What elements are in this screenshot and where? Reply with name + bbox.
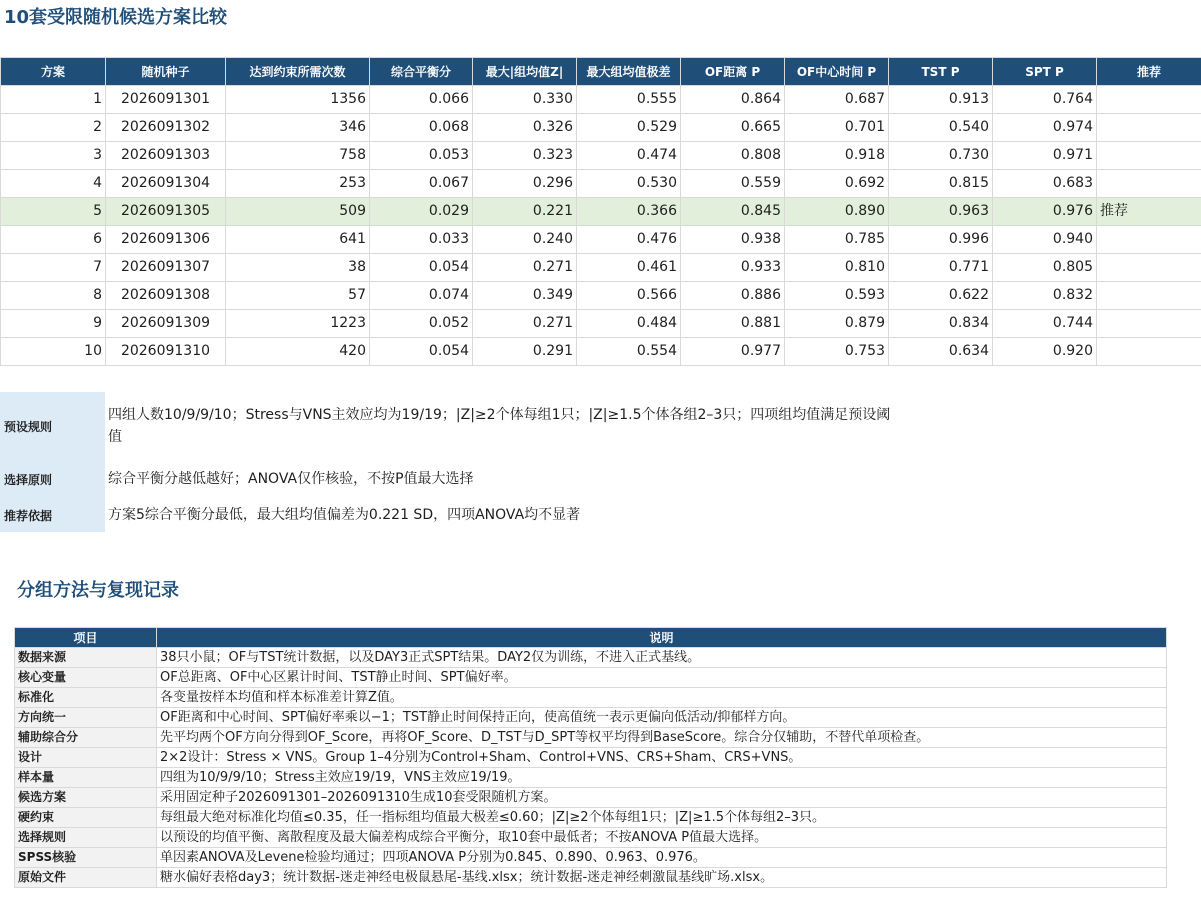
- method-description-cell: 四组为10/9/9/10；Stress主效应19/19，VNS主效应19/19。: [157, 768, 1167, 788]
- tst-p-cell: 0.771: [889, 254, 993, 282]
- seed-cell: 2026091305: [106, 198, 226, 226]
- rule-selection-text: 综合平衡分越低越好；ANOVA仅作核验，不按P值最大选择: [108, 471, 474, 487]
- plan-cell: 10: [1, 338, 106, 366]
- method-description-cell: 以预设的均值平衡、离散程度及最大偏差构成综合平衡分，取10套中最低者；不按ANOVA P值最大选择。: [157, 828, 1167, 848]
- column-header-balance: 综合平衡分: [370, 58, 473, 86]
- max-range-cell: 0.461: [577, 254, 681, 282]
- column-header-plan: 方案: [1, 58, 106, 86]
- plan-cell: 6: [1, 226, 106, 254]
- spt-p-cell: 0.683: [993, 170, 1097, 198]
- of-distance-p-cell: 0.933: [681, 254, 785, 282]
- attempts-cell: 346: [226, 114, 370, 142]
- plan-cell: 2: [1, 114, 106, 142]
- candidate-row: [1, 282, 1201, 310]
- of-center-p-cell: 0.753: [785, 338, 889, 366]
- spt-p-cell: 0.764: [993, 86, 1097, 114]
- max-range-cell: 0.555: [577, 86, 681, 114]
- method-item-cell: 样本量: [15, 768, 157, 788]
- column-header-max-z: 最大|组均值Z|: [473, 58, 577, 86]
- candidate-row: [1, 198, 1201, 226]
- tst-p-cell: 0.815: [889, 170, 993, 198]
- of-distance-p-cell: 0.938: [681, 226, 785, 254]
- of-center-p-cell: 0.701: [785, 114, 889, 142]
- of-center-p-cell: 0.687: [785, 86, 889, 114]
- candidate-row: [1, 254, 1201, 282]
- method-description-cell: 38只小鼠；OF与TST统计数据，以及DAY3正式SPT结果。DAY2仅为训练，不进入正式基线。: [157, 648, 1167, 668]
- spt-p-cell: 0.805: [993, 254, 1097, 282]
- recommend-cell: [1097, 142, 1201, 170]
- candidate-row: [1, 142, 1201, 170]
- rule-preset-text: 四组人数10/9/9/10；Stress与VNS主效应均为19/19；|Z|≥2个体每组1只；|Z|≥1.5个体各组2–3只；四项组均值满足预设阈值: [108, 407, 891, 445]
- method-row: [15, 728, 1167, 748]
- recommend-cell: [1097, 226, 1201, 254]
- seed-cell: 2026091303: [106, 142, 226, 170]
- candidate-row: [1, 86, 1201, 114]
- max-range-cell: 0.484: [577, 310, 681, 338]
- seed-cell: 2026091301: [106, 86, 226, 114]
- of-center-p-cell: 0.593: [785, 282, 889, 310]
- max-z-cell: 0.221: [473, 198, 577, 226]
- spt-p-cell: 0.976: [993, 198, 1097, 226]
- method-item-cell: 硬约束: [15, 808, 157, 828]
- max-z-cell: 0.349: [473, 282, 577, 310]
- max-range-cell: 0.366: [577, 198, 681, 226]
- column-header-description: 说明: [157, 628, 1167, 648]
- method-item-cell: 数据来源: [15, 648, 157, 668]
- max-range-cell: 0.476: [577, 226, 681, 254]
- method-description-cell: OF距离和中心时间、SPT偏好率乘以−1；TST静止时间保持正向，使高值统一表示更偏向低活动/抑郁样方向。: [157, 708, 1167, 728]
- seed-cell: 2026091302: [106, 114, 226, 142]
- of-distance-p-cell: 0.864: [681, 86, 785, 114]
- of-distance-p-cell: 0.886: [681, 282, 785, 310]
- column-header-item: 项目: [15, 628, 157, 648]
- max-z-cell: 0.271: [473, 310, 577, 338]
- recommend-cell: [1097, 282, 1201, 310]
- attempts-cell: 1223: [226, 310, 370, 338]
- method-description-cell: 每组最大绝对标准化均值≤0.35，任一指标组均值最大极差≤0.60；|Z|≥2个体每组1只；|Z|≥1.5个体每组2–3只。: [157, 808, 1167, 828]
- balance-score-cell: 0.053: [370, 142, 473, 170]
- rule-basis: [0, 498, 1201, 532]
- spt-p-cell: 0.940: [993, 226, 1097, 254]
- attempts-cell: 1356: [226, 86, 370, 114]
- method-section-title: 分组方法与复现记录: [17, 580, 179, 601]
- max-range-cell: 0.554: [577, 338, 681, 366]
- rule-selection: [0, 460, 1201, 498]
- balance-score-cell: 0.052: [370, 310, 473, 338]
- method-row: [15, 768, 1167, 788]
- tst-p-cell: 0.622: [889, 282, 993, 310]
- attempts-cell: 758: [226, 142, 370, 170]
- method-description-cell: 各变量按样本均值和样本标准差计算Z值。: [157, 688, 1167, 708]
- seed-cell: 2026091304: [106, 170, 226, 198]
- of-center-p-cell: 0.879: [785, 310, 889, 338]
- plan-cell: 7: [1, 254, 106, 282]
- column-header-tst-p: TST P: [889, 58, 993, 86]
- balance-score-cell: 0.033: [370, 226, 473, 254]
- of-center-p-cell: 0.918: [785, 142, 889, 170]
- method-header-row: [15, 628, 1167, 648]
- method-description-cell: 先平均两个OF方向分得到OF_Score，再将OF_Score、D_TST与D_SPT等权平均得到BaseScore。综合分仅辅助，不替代单项检查。: [157, 728, 1167, 748]
- plan-cell: 5: [1, 198, 106, 226]
- method-row: [15, 708, 1167, 728]
- balance-score-cell: 0.067: [370, 170, 473, 198]
- max-z-cell: 0.291: [473, 338, 577, 366]
- recommend-cell: [1097, 86, 1201, 114]
- of-center-p-cell: 0.692: [785, 170, 889, 198]
- candidate-row: [1, 338, 1201, 366]
- tst-p-cell: 0.996: [889, 226, 993, 254]
- method-item-cell: 原始文件: [15, 868, 157, 888]
- max-range-cell: 0.529: [577, 114, 681, 142]
- spt-p-cell: 0.920: [993, 338, 1097, 366]
- balance-score-cell: 0.074: [370, 282, 473, 310]
- max-range-cell: 0.566: [577, 282, 681, 310]
- of-distance-p-cell: 0.977: [681, 338, 785, 366]
- plan-cell: 3: [1, 142, 106, 170]
- method-row: [15, 748, 1167, 768]
- method-table-body: [15, 648, 1167, 888]
- of-distance-p-cell: 0.881: [681, 310, 785, 338]
- method-row: [15, 788, 1167, 808]
- method-item-cell: 候选方案: [15, 788, 157, 808]
- candidate-table-body: [1, 86, 1201, 366]
- of-center-p-cell: 0.785: [785, 226, 889, 254]
- candidate-row: [1, 226, 1201, 254]
- tst-p-cell: 0.634: [889, 338, 993, 366]
- recommend-cell: 推荐: [1097, 198, 1201, 226]
- method-item-cell: 设计: [15, 748, 157, 768]
- of-distance-p-cell: 0.808: [681, 142, 785, 170]
- recommend-cell: [1097, 170, 1201, 198]
- max-z-cell: 0.330: [473, 86, 577, 114]
- method-item-cell: 辅助综合分: [15, 728, 157, 748]
- tst-p-cell: 0.834: [889, 310, 993, 338]
- method-description-cell: 单因素ANOVA及Levene检验均通过；四项ANOVA P分别为0.845、0.890、0.963、0.976。: [157, 848, 1167, 868]
- plan-cell: 1: [1, 86, 106, 114]
- attempts-cell: 509: [226, 198, 370, 226]
- balance-score-cell: 0.066: [370, 86, 473, 114]
- candidate-table: [0, 57, 1201, 366]
- tst-p-cell: 0.963: [889, 198, 993, 226]
- seed-cell: 2026091307: [106, 254, 226, 282]
- balance-score-cell: 0.054: [370, 338, 473, 366]
- method-row: [15, 668, 1167, 688]
- max-z-cell: 0.271: [473, 254, 577, 282]
- recommend-cell: [1097, 114, 1201, 142]
- method-item-cell: 方向统一: [15, 708, 157, 728]
- seed-cell: 2026091310: [106, 338, 226, 366]
- column-header-of-distance-p: OF距离 P: [681, 58, 785, 86]
- method-row: [15, 688, 1167, 708]
- spt-p-cell: 0.971: [993, 142, 1097, 170]
- method-item-cell: SPSS核验: [15, 848, 157, 868]
- method-description-cell: 糖水偏好表格day3；统计数据-迷走神经电极鼠悬尾-基线.xlsx；统计数据-迷走神经刺激鼠基线旷场.xlsx。: [157, 868, 1167, 888]
- rule-preset-label: 预设规则: [0, 392, 105, 460]
- column-header-of-center-p: OF中心时间 P: [785, 58, 889, 86]
- method-row: [15, 808, 1167, 828]
- max-range-cell: 0.474: [577, 142, 681, 170]
- column-header-spt-p: SPT P: [993, 58, 1097, 86]
- method-row: [15, 848, 1167, 868]
- method-table: [14, 627, 1167, 888]
- method-row: [15, 868, 1167, 888]
- spt-p-cell: 0.744: [993, 310, 1097, 338]
- tst-p-cell: 0.540: [889, 114, 993, 142]
- column-header-attempts: 达到约束所需次数: [226, 58, 370, 86]
- candidate-row: [1, 170, 1201, 198]
- of-distance-p-cell: 0.665: [681, 114, 785, 142]
- rule-basis-label: 推荐依据: [0, 498, 105, 532]
- balance-score-cell: 0.054: [370, 254, 473, 282]
- recommend-cell: [1097, 254, 1201, 282]
- attempts-cell: 38: [226, 254, 370, 282]
- method-item-cell: 选择规则: [15, 828, 157, 848]
- spt-p-cell: 0.832: [993, 282, 1097, 310]
- tst-p-cell: 0.913: [889, 86, 993, 114]
- of-center-p-cell: 0.810: [785, 254, 889, 282]
- attempts-cell: 57: [226, 282, 370, 310]
- candidate-row: [1, 310, 1201, 338]
- of-distance-p-cell: 0.845: [681, 198, 785, 226]
- attempts-cell: 420: [226, 338, 370, 366]
- column-header-seed: 随机种子: [106, 58, 226, 86]
- spt-p-cell: 0.974: [993, 114, 1097, 142]
- recommend-cell: [1097, 310, 1201, 338]
- attempts-cell: 641: [226, 226, 370, 254]
- plan-cell: 9: [1, 310, 106, 338]
- seed-cell: 2026091306: [106, 226, 226, 254]
- rule-selection-label: 选择原则: [0, 460, 105, 498]
- rule-preset: [0, 392, 1201, 460]
- method-description-cell: OF总距离、OF中心区累计时间、TST静止时间、SPT偏好率。: [157, 668, 1167, 688]
- seed-cell: 2026091309: [106, 310, 226, 338]
- attempts-cell: 253: [226, 170, 370, 198]
- recommend-cell: [1097, 338, 1201, 366]
- method-description-cell: 采用固定种子2026091301–2026091310生成10套受限随机方案。: [157, 788, 1167, 808]
- column-header-recommend: 推荐: [1097, 58, 1201, 86]
- column-header-max-range: 最大组均值极差: [577, 58, 681, 86]
- max-range-cell: 0.530: [577, 170, 681, 198]
- method-row: [15, 828, 1167, 848]
- method-item-cell: 核心变量: [15, 668, 157, 688]
- balance-score-cell: 0.029: [370, 198, 473, 226]
- of-distance-p-cell: 0.559: [681, 170, 785, 198]
- method-row: [15, 648, 1167, 668]
- max-z-cell: 0.323: [473, 142, 577, 170]
- candidate-row: [1, 114, 1201, 142]
- rule-basis-text: 方案5综合平衡分最低，最大组均值偏差为0.221 SD，四项ANOVA均不显著: [108, 507, 581, 523]
- max-z-cell: 0.296: [473, 170, 577, 198]
- tst-p-cell: 0.730: [889, 142, 993, 170]
- of-center-p-cell: 0.890: [785, 198, 889, 226]
- method-description-cell: 2×2设计：Stress × VNS。Group 1–4分别为Control+Sham、Control+VNS、CRS+Sham、CRS+VNS。: [157, 748, 1167, 768]
- plan-cell: 4: [1, 170, 106, 198]
- plan-cell: 8: [1, 282, 106, 310]
- max-z-cell: 0.326: [473, 114, 577, 142]
- balance-score-cell: 0.068: [370, 114, 473, 142]
- sheet-title: 10套受限随机候选方案比较: [4, 7, 228, 28]
- candidate-header-row: [1, 58, 1201, 86]
- seed-cell: 2026091308: [106, 282, 226, 310]
- max-z-cell: 0.240: [473, 226, 577, 254]
- method-item-cell: 标准化: [15, 688, 157, 708]
